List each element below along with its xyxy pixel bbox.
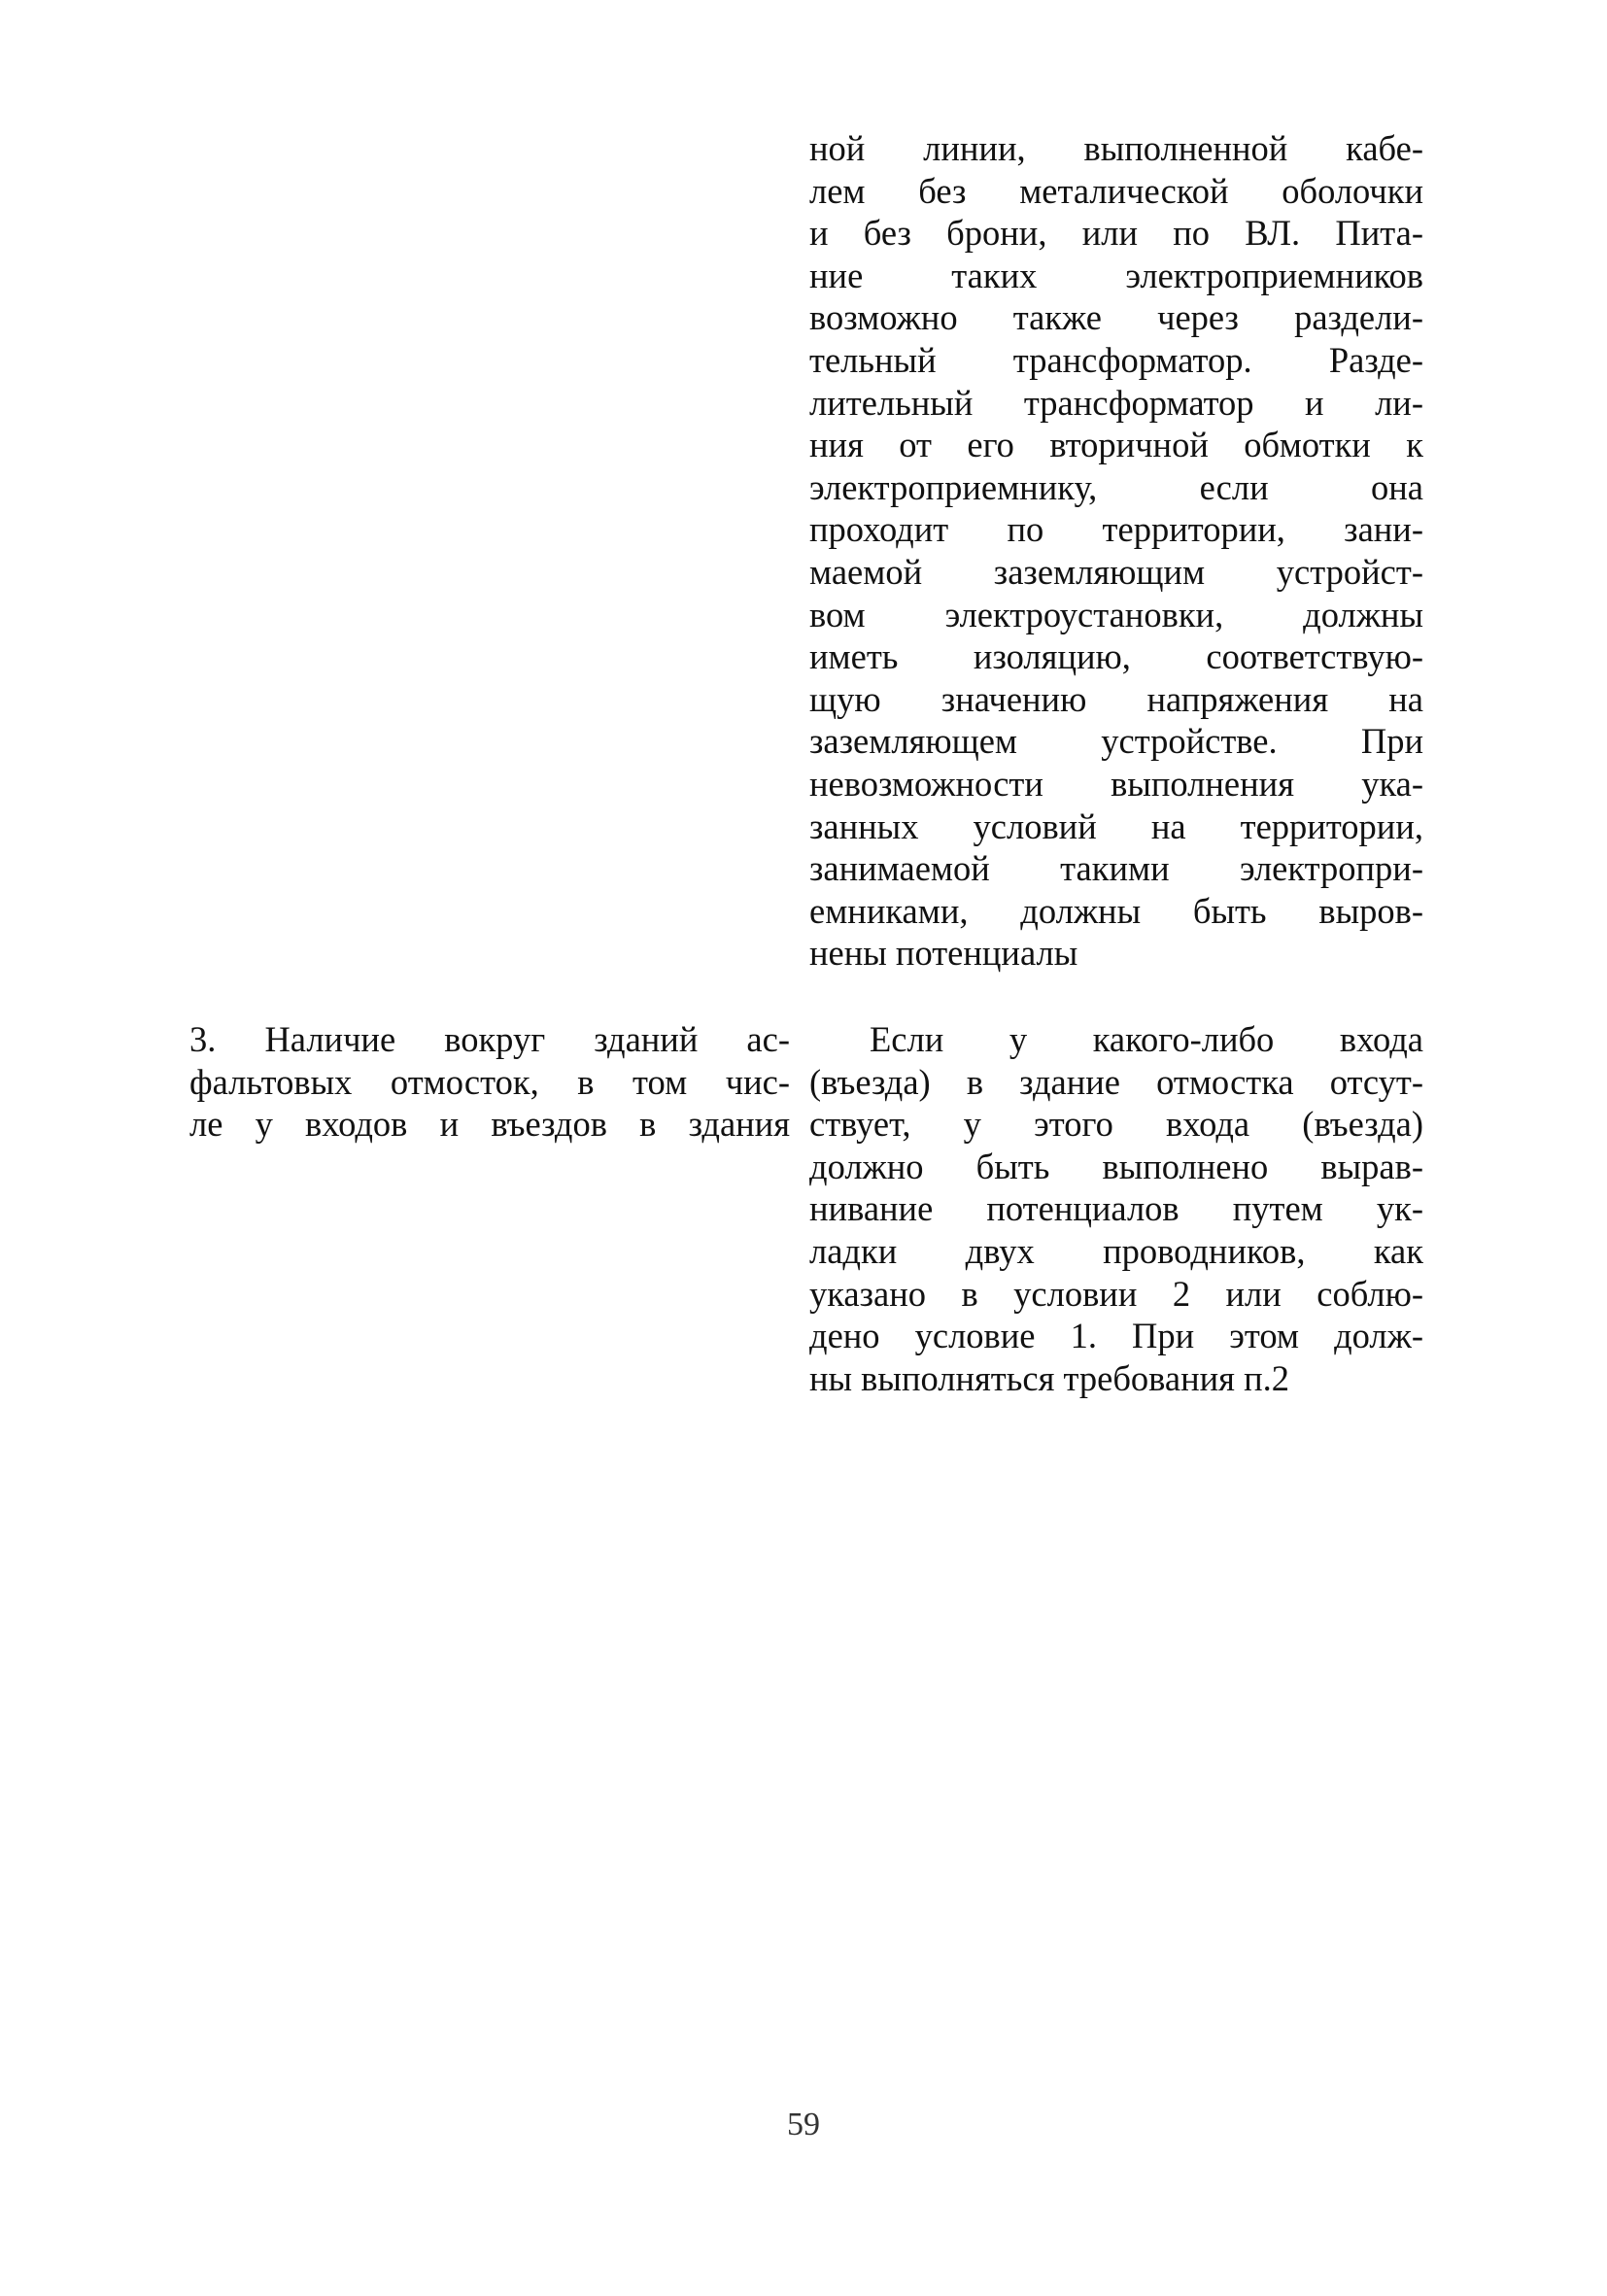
condition-cell — [189, 1018, 790, 1146]
text-line: ние таких электроприемников — [809, 255, 1423, 295]
text-line: и без брони, или по ВЛ. Пита- — [809, 213, 1423, 254]
text-line: ной линии, выполненной кабе- — [809, 128, 1423, 168]
requirement-line: Если у какого-либо входа — [870, 1019, 1423, 1059]
continuation-text-block — [809, 127, 1423, 975]
text-line: заземляющем устройстве. При — [809, 721, 1423, 762]
text-line: ния от его вторичной обмотки к — [809, 425, 1423, 465]
condition-line: фальтовых отмосток, в том чис- — [189, 1061, 790, 1102]
requirement-line: ладки двух проводников, как — [809, 1230, 1423, 1271]
text-line: занимаемой такими электропри- — [809, 848, 1423, 889]
text-line: иметь изоляцию, соответствую- — [809, 636, 1423, 677]
text-line: вом электроустановки, должны — [809, 594, 1423, 634]
text-line: лем без металической оболочки — [809, 170, 1423, 211]
text-line: тельный трансформатор. Разде- — [809, 339, 1423, 380]
requirement-line: дено условие 1. При этом долж- — [809, 1316, 1423, 1356]
text-line: щую значению напряжения на — [809, 678, 1423, 719]
text-line: проходит по территории, зани- — [809, 509, 1423, 550]
requirement-line: ствует, у этого входа (въезда) — [809, 1104, 1423, 1145]
condition-line: ле у входов и въездов в здания — [189, 1104, 790, 1145]
requirement-line: должно быть выполнено вырав- — [809, 1146, 1423, 1186]
condition-line: 3. Наличие вокруг зданий ас- — [189, 1019, 790, 1059]
requirement-cell — [809, 1018, 1423, 1399]
requirement-line: нивание потенциалов путем ук- — [809, 1188, 1423, 1229]
text-line: нены потенциалы — [809, 933, 1078, 974]
text-line: лительный трансформатор и ли- — [809, 382, 1423, 423]
text-line: электроприемнику, если она — [809, 466, 1423, 507]
requirement-line: (въезда) в здание отмостка отсут- — [809, 1061, 1423, 1102]
requirement-line: указано в условии 2 или соблю- — [809, 1273, 1423, 1314]
requirement-line: ны выполняться требования п.2 — [809, 1357, 1289, 1398]
text-line: маемой заземляющим устройст- — [809, 551, 1423, 592]
text-line: занных условий на территории, — [809, 805, 1423, 846]
text-line: возможно также через раздели- — [809, 297, 1423, 338]
text-line: невозможности выполнения ука- — [809, 763, 1423, 804]
text-line: емниками, должны быть выров- — [809, 890, 1423, 931]
page-number: 59 — [787, 2107, 820, 2142]
